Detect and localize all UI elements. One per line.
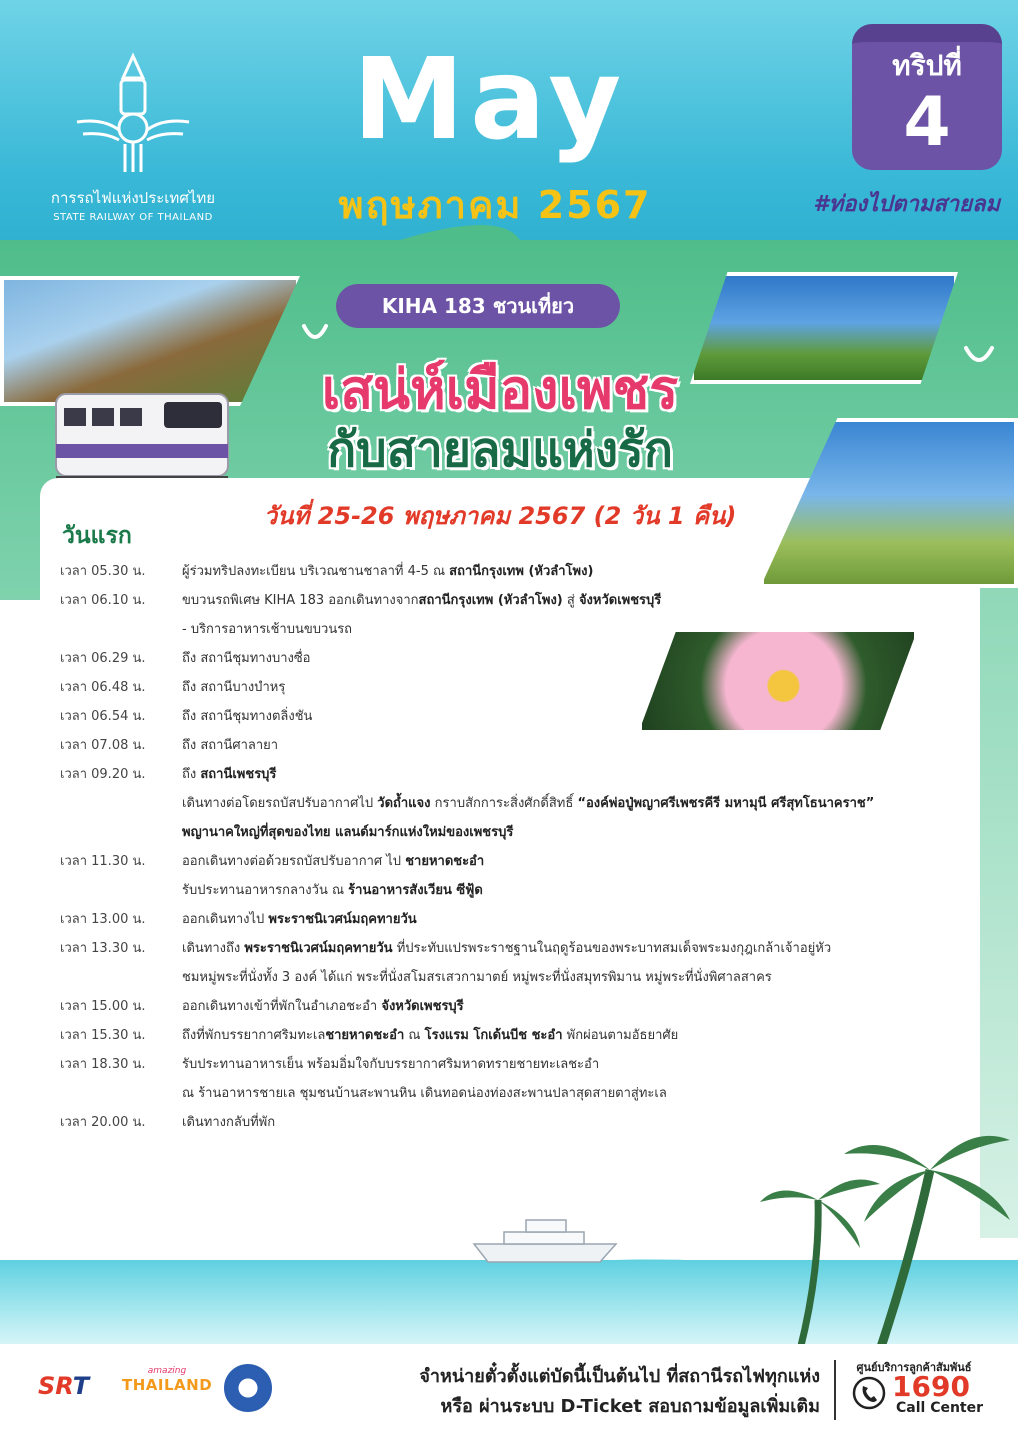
schedule-detail: ถึง สถานีชุมทางตลิ่งชัน [182, 709, 313, 724]
schedule-detail: เดินทางกลับที่พัก [182, 1115, 276, 1130]
day-heading: วันแรก [62, 523, 132, 549]
schedule-row [60, 614, 990, 643]
schedule-detail: เดินทางต่อโดยรถบัสปรับอากาศไป วัดถ้ำแจง กราบสักการะสิ่งศักดิ์สิทธิ์ “องค์พ่อปู่พญาศรีเพชรคีรี มหามุนี ศรีสุทโธนาคราช” [182, 796, 875, 811]
srt-wordmark [38, 1372, 89, 1400]
srt-wordmark-right: T [72, 1372, 90, 1400]
amazing-thailand-logo [122, 1366, 212, 1394]
palm-tree-icon [760, 1110, 1018, 1350]
schedule-detail: - บริการอาหารเช้าบนขบวนรถ [182, 622, 353, 637]
schedule-time: เวลา 13.00 น. [60, 912, 146, 927]
schedule-detail: ออกเดินทางไป พระราชนิเวศน์มฤคทายวัน [182, 912, 417, 927]
heart-icon [300, 318, 330, 348]
call-center-number: 1690 [892, 1370, 970, 1403]
schedule-time: เวลา 13.30 น. [60, 941, 146, 956]
schedule-detail: ถึง สถานีเพชรบุรี [182, 767, 277, 782]
schedule-row [60, 962, 990, 991]
schedule-time: เวลา 15.00 น. [60, 999, 146, 1014]
schedule-time: เวลา 20.00 น. [60, 1115, 146, 1130]
schedule-row [60, 643, 990, 672]
trip-label: ทริปที่ [892, 49, 962, 82]
title-sub: กับสายลมแห่งรัก [327, 422, 673, 478]
org-name-english: STATE RAILWAY OF THAILAND [53, 212, 213, 223]
trip-number: 4 [903, 83, 951, 162]
schedule-row [60, 991, 990, 1020]
schedule-time: เวลา 05.30 น. [60, 564, 146, 579]
tat-small-text: amazing [147, 1366, 187, 1376]
schedule-list [60, 556, 990, 1136]
schedule-detail: ถึง สถานีชุมทางบางซื่อ [182, 651, 311, 666]
government-seal-icon [224, 1364, 272, 1412]
srt-emblem-icon [63, 48, 203, 178]
srt-wordmark-left: SR [38, 1372, 73, 1400]
schedule-detail: ถึง สถานีศาลายา [182, 738, 279, 753]
schedule-detail: รับประทานอาหารกลางวัน ณ ร้านอาหารสังเวียน ซีฟู้ด [182, 883, 483, 898]
schedule-detail: ณ ร้านอาหารชายเล ชุมชนบ้านสะพานหิน เดินทอดน่องท่องสะพานปลาสุดสายตาสู่ทะเล [182, 1086, 667, 1101]
schedule-time: เวลา 07.08 น. [60, 738, 146, 753]
ship-icon [470, 1210, 620, 1266]
trip-date: วันที่ 25-26 พฤษภาคม 2567 (2 วัน 1 คืน) [263, 502, 737, 530]
phone-icon [852, 1376, 886, 1410]
schedule-time: เวลา 06.10 น. [60, 593, 146, 608]
hashtag: #ท่องไปตามสายลม [813, 192, 1000, 217]
ticket-info-line2: หรือ ผ่านระบบ D-Ticket สอบถามข้อมูลเพิ่มเติม [440, 1396, 820, 1417]
month-english: May [352, 35, 628, 165]
schedule-row [60, 904, 990, 933]
schedule-row [60, 933, 990, 962]
org-name-thai: การรถไฟแห่งประเทศไทย [50, 189, 216, 207]
call-center-label: ศูนย์บริการลูกค้าสัมพันธ์ [856, 1361, 972, 1374]
schedule-row [60, 1020, 990, 1049]
schedule-detail: ออกเดินทางเข้าที่พักในอำเภอชะอำ จังหวัดเพชรบุรี [182, 999, 464, 1014]
schedule-time: เวลา 11.30 น. [60, 854, 146, 869]
schedule-row [60, 730, 990, 759]
schedule-row [60, 672, 990, 701]
schedule-row [60, 1078, 990, 1107]
schedule-time: เวลา 18.30 น. [60, 1057, 146, 1072]
schedule-row [60, 556, 990, 585]
ticket-sales-info [300, 1362, 820, 1422]
schedule-detail: ผู้ร่วมทริปลงทะเบียน บริเวณชานชาลาที่ 4-5 ณ สถานีกรุงเทพ (หัวลำโพง) [182, 564, 594, 579]
schedule-detail: รับประทานอาหารเย็น พร้อมอิ่มใจกับบรรยากาศริมหาดทรายชายทะเลชะอำ [182, 1057, 600, 1072]
schedule-time: เวลา 06.54 น. [60, 709, 146, 724]
schedule-detail: ถึงที่พักบรรยากาศริมทะเลชายหาดชะอำ ณ โรงแรม โกเด้นบีช ชะอำ พักผ่อนตามอัธยาศัย [182, 1028, 679, 1043]
schedule-detail: ขบวนรถพิเศษ KIHA 183 ออกเดินทางจากสถานีกรุงเทพ (หัวลำโพง) สู่ จังหวัดเพชรบุรี [182, 593, 662, 608]
schedule-time: เวลา 06.48 น. [60, 680, 146, 695]
footer-divider [834, 1360, 836, 1420]
schedule-row [60, 759, 990, 788]
ticket-info-line1: จำหน่ายตั๋วตั้งแต่บัดนี้เป็นต้นไป ที่สถานีรถไฟทุกแห่ง [419, 1366, 820, 1387]
schedule-row [60, 701, 990, 730]
heart-icon-right [962, 342, 996, 372]
title-main: เสน่ห์เมืองเพชร [321, 358, 679, 421]
schedule-detail: ถึง สถานีบางบำหรุ [182, 680, 286, 695]
schedule-detail: พญานาคใหญ่ที่สุดของไทย แลนด์มาร์กแห่งใหม่ของเพชรบุรี [182, 825, 514, 840]
schedule-row [60, 585, 990, 614]
schedule-row [60, 875, 990, 904]
schedule-row [60, 817, 990, 846]
schedule-detail: ออกเดินทางต่อด้วยรถบัสปรับอากาศ ไป ชายหาดชะอำ [182, 854, 485, 869]
schedule-row [60, 1049, 990, 1078]
month-thai: พฤษภาคม 2567 [338, 183, 652, 227]
schedule-detail: เดินทางถึง พระราชนิเวศน์มฤคทายวัน ที่ประทับแปรพระราชฐานในฤดูร้อนของพระบาทสมเด็จพระมงกุฎเกล้าเจ้าอยู่หัว [182, 941, 832, 956]
trip-number-badge [852, 24, 1002, 170]
schedule-time: เวลา 15.30 น. [60, 1028, 146, 1043]
call-center-text: Call Center [896, 1400, 984, 1416]
schedule-row [60, 846, 990, 875]
srt-logo-block [38, 48, 228, 223]
tat-big-text: THAILAND [122, 1376, 213, 1394]
schedule-row [60, 788, 990, 817]
kiha-pill-label: KIHA 183 ชวนเที่ยว [336, 284, 620, 328]
schedule-time: เวลา 09.20 น. [60, 767, 146, 782]
schedule-time: เวลา 06.29 น. [60, 651, 146, 666]
schedule-detail: ชมหมู่พระที่นั่งทั้ง 3 องค์ ได้แก่ พระที่นั่งสโมสรเสวกามาตย์ หมู่พระที่นั่งสมุทรพิมาน หมู่พระที่นั่งพิศาลสาคร [182, 970, 772, 985]
